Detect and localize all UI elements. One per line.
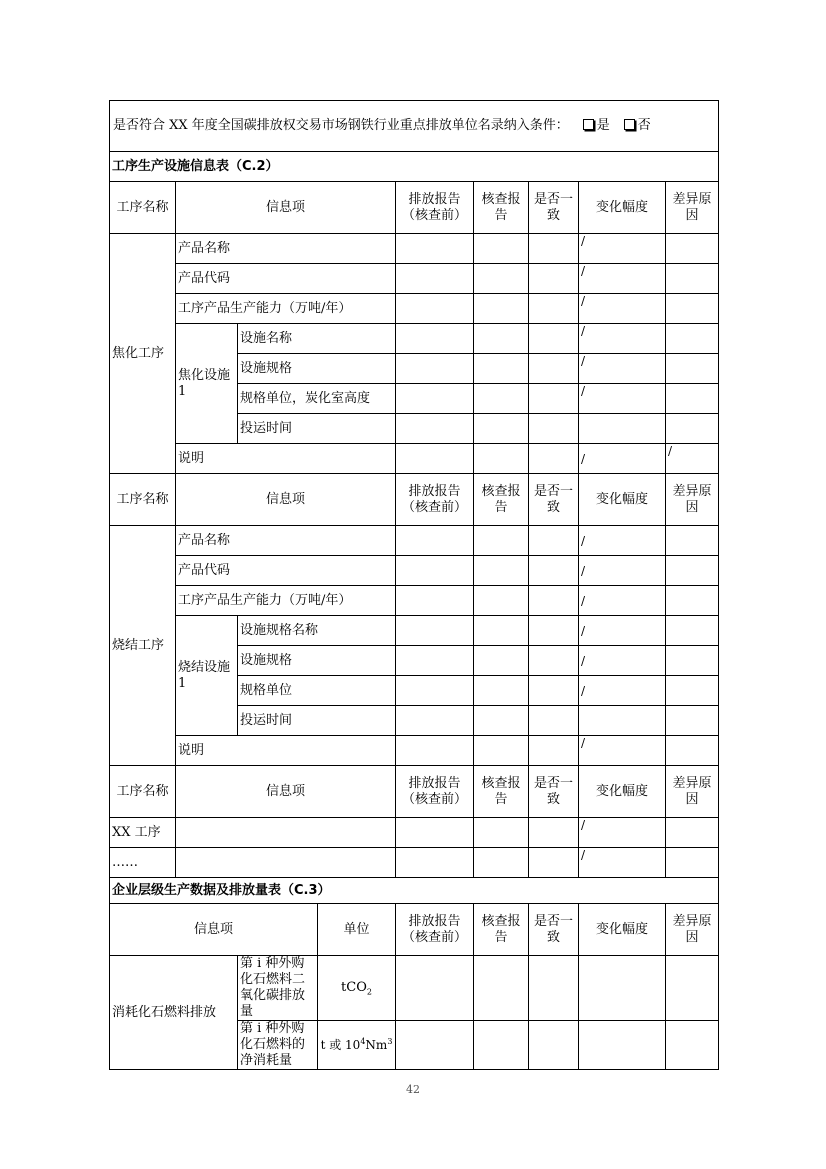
header-consistent: 是否一致 [529, 182, 579, 234]
header-consistent: 是否一致 [529, 766, 579, 818]
document-page [109, 100, 718, 1068]
header-report: 排放报告（核查前） [396, 474, 474, 526]
c3-header-row [110, 904, 719, 956]
table-row [110, 586, 719, 616]
header-consistent: 是否一致 [529, 904, 579, 956]
table-row [110, 264, 719, 294]
header-process-name: 工序名称 [110, 474, 176, 526]
header-change: 变化幅度 [579, 766, 666, 818]
header-verify: 核查报告 [474, 474, 529, 526]
info-item-cell: 产品代码 [176, 556, 396, 586]
info-item-cell: 产品名称 [176, 526, 396, 556]
slash-mark: / [581, 294, 586, 308]
header-reason: 差异原因 [666, 474, 719, 526]
slash-mark: / [581, 818, 586, 832]
header-report: 排放报告（核查前） [396, 904, 474, 956]
note-cell: 说明 [176, 444, 396, 474]
c2-section-title-row [110, 152, 719, 182]
header-change: 变化幅度 [579, 474, 666, 526]
info-item-cell: 产品名称 [176, 234, 396, 264]
facility-name-sinter: 烧结设施 1 [176, 616, 238, 736]
page-number: 42 [406, 1083, 420, 1096]
table-row [110, 556, 719, 586]
table-row [110, 616, 719, 646]
slash-mark: / [581, 264, 586, 278]
c2-header-row [110, 182, 719, 234]
slash-mark: / [581, 654, 586, 668]
c3-section-title-row [110, 878, 719, 904]
header-unit: 单位 [318, 904, 396, 956]
process-name-ellipsis: …… [110, 848, 176, 878]
header-change: 变化幅度 [579, 182, 666, 234]
header-info-item: 信息项 [176, 766, 396, 818]
slash-mark: / [581, 736, 586, 750]
header-consistent: 是否一致 [529, 474, 579, 526]
info-item-cell: 工序产品生产能力（万吨/年） [176, 294, 396, 324]
facility-item-cell: 投运时间 [238, 414, 396, 444]
facility-item-cell: 投运时间 [238, 706, 396, 736]
criteria-row [110, 101, 719, 152]
slash-mark: / [581, 354, 586, 368]
fuel-emission-group: 消耗化石燃料排放 [110, 956, 238, 1070]
header-info-item: 信息项 [176, 182, 396, 234]
slash-mark: / [581, 234, 586, 248]
c3-section-title: 企业层级生产数据及排放量表（C.3） [110, 878, 719, 904]
facility-item-cell: 设施名称 [238, 324, 396, 354]
header-reason: 差异原因 [666, 904, 719, 956]
facility-item-cell: 规格单位，炭化室高度 [238, 384, 396, 414]
slash-mark: / [581, 848, 586, 862]
header-verify: 核查报告 [474, 904, 529, 956]
header-info-item: 信息项 [176, 474, 396, 526]
slash-mark: / [581, 684, 586, 698]
process-name-sinter: 烧结工序 [110, 526, 176, 766]
slash-mark: / [581, 564, 586, 578]
yes-checkbox[interactable] [583, 119, 594, 130]
slash-mark: / [581, 534, 586, 548]
header-reason: 差异原因 [666, 766, 719, 818]
slash-mark: / [581, 624, 586, 638]
table-row [110, 324, 719, 354]
table-row [110, 526, 719, 556]
table-row [110, 234, 719, 264]
c3-unit-cell: t 或 $10^4Nm^3$ [318, 1021, 396, 1070]
c2-section-title: 工序生产设施信息表（C.2） [110, 152, 719, 182]
facility-item-cell: 设施规格名称 [238, 616, 396, 646]
c2-header-row [110, 474, 719, 526]
no-label: 否 [637, 118, 651, 133]
slash-mark: / [668, 444, 673, 458]
slash-mark: / [581, 324, 586, 338]
table-row [110, 818, 719, 848]
note-cell: 说明 [176, 736, 396, 766]
facility-item-cell: 规格单位 [238, 676, 396, 706]
facility-item-cell: 设施规格 [238, 646, 396, 676]
header-reason: 差异原因 [666, 182, 719, 234]
table-row [110, 444, 719, 474]
verification-table [109, 100, 719, 1070]
table-row [110, 956, 719, 1021]
c3-unit-cell: tCO$_2$ [318, 956, 396, 1021]
header-verify: 核查报告 [474, 182, 529, 234]
no-checkbox[interactable] [624, 119, 635, 130]
slash-mark: / [581, 452, 586, 466]
process-name-coking: 焦化工序 [110, 234, 176, 474]
facility-item-cell: 设施规格 [238, 354, 396, 384]
header-verify: 核查报告 [474, 766, 529, 818]
table-row [110, 848, 719, 878]
header-change: 变化幅度 [579, 904, 666, 956]
table-row [110, 294, 719, 324]
c3-item-cell: 第 i 种外购化石燃料的净消耗量 [238, 1021, 318, 1070]
c3-item-cell: 第 i 种外购化石燃料二氧化碳排放量 [238, 956, 318, 1021]
info-item-cell: 产品代码 [176, 264, 396, 294]
header-info-item: 信息项 [110, 904, 318, 956]
slash-mark: / [581, 594, 586, 608]
process-name-other: XX 工序 [110, 818, 176, 848]
table-row [110, 736, 719, 766]
header-process-name: 工序名称 [110, 182, 176, 234]
facility-name-coking: 焦化设施 1 [176, 324, 238, 444]
header-report: 排放报告（核查前） [396, 766, 474, 818]
slash-mark: / [581, 384, 586, 398]
header-process-name: 工序名称 [110, 766, 176, 818]
header-report: 排放报告（核查前） [396, 182, 474, 234]
c2-header-row [110, 766, 719, 818]
criteria-text: 是否符合 XX 年度全国碳排放权交易市场钢铁行业重点排放单位名录纳入条件： [113, 118, 569, 133]
yes-label: 是 [596, 118, 610, 133]
info-item-cell: 工序产品生产能力（万吨/年） [176, 586, 396, 616]
